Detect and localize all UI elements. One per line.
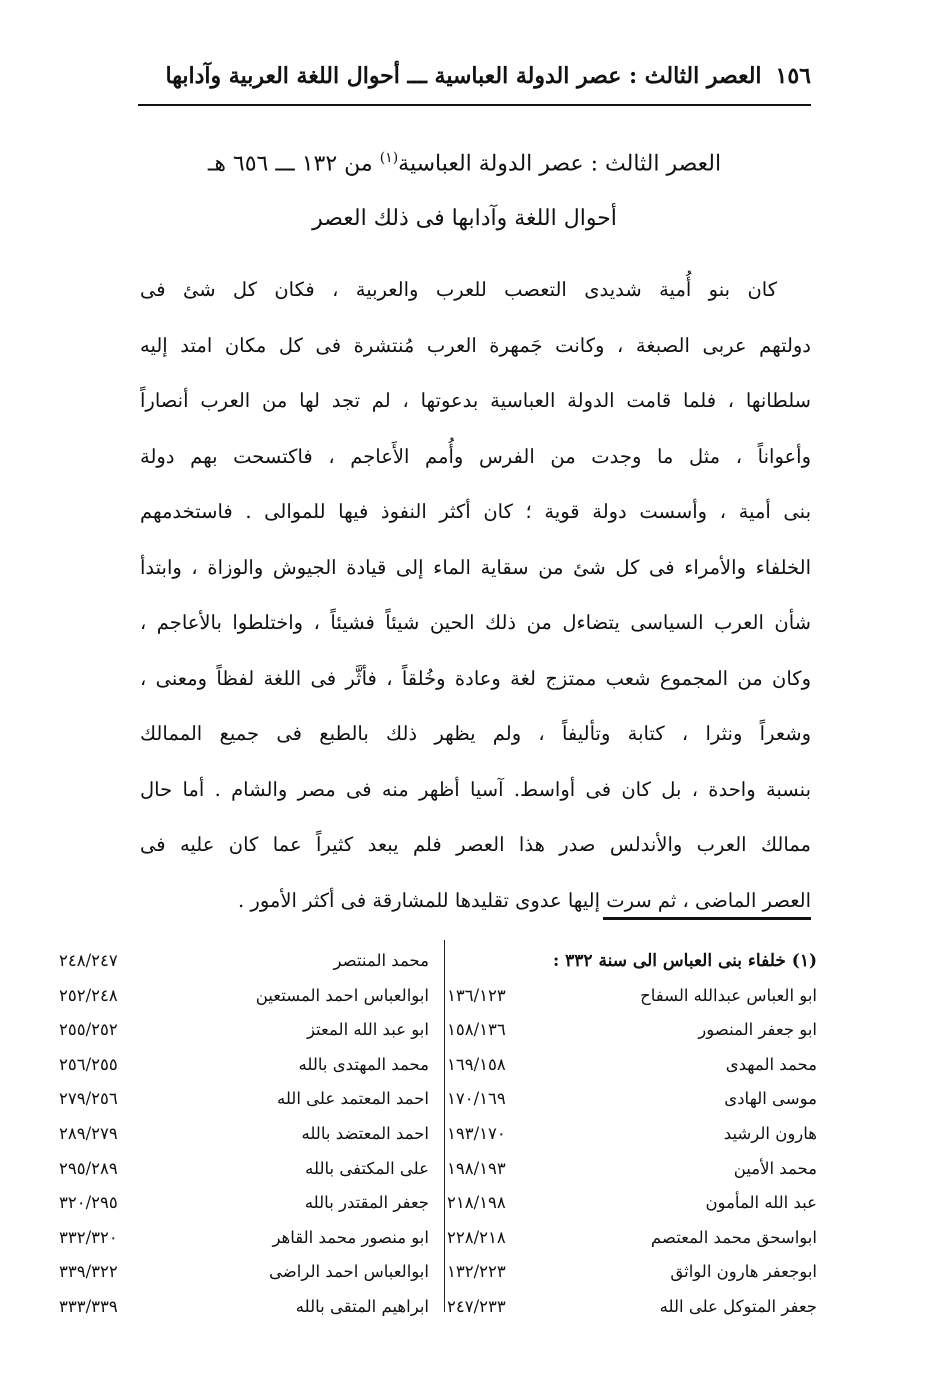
caliph-years: ٢١٨/١٩٨ [447,1193,506,1213]
caliph-entry [59,1255,429,1290]
caliph-entry [59,1013,429,1048]
caliph-entry [59,979,429,1014]
caliph-years: ٢٢٨/٢١٨ [447,1227,506,1247]
caliph-name: موسى الهادى [724,1089,817,1109]
body-paragraph [140,262,811,928]
caliph-name: محمد الأمين [733,1158,817,1178]
chapter-title [118,150,811,176]
chapter-title-main: العصر الثالث : عصر الدولة العباسية [398,151,722,177]
body-line: بنى أمية ، وأسست دولة قوية ؛ كان أكثر النفوذ فيها للموالى . فاستخدمهم [140,500,811,523]
caliph-entry [447,1082,817,1117]
caliph-name: ابوالعباس احمد الراضى [269,1262,429,1282]
caliph-entry [59,1186,429,1221]
caliph-years: ٣٣٢/٣٢٠ [59,1227,118,1247]
caliph-years: ١٣٢/٢٢٣ [447,1262,506,1282]
caliph-entry [447,1048,817,1083]
caliph-entry [447,1221,817,1256]
caliph-entry [59,1221,429,1256]
caliph-years: ٢٧٩/٢٥٦ [59,1089,118,1109]
caliph-years: ٣٣٣/٣٣٩ [59,1296,118,1316]
body-line: وشعراً ونثرا ، كتابة وتأليفاً ، ولم يظهر ذلك بالطبع فى جميع الممالك [140,722,811,745]
caliph-years: ٢٩٥/٢٨٩ [59,1158,118,1178]
body-line: بنسبة واحدة ، بل كان فى أواسط. آسيا أظهر منه فى مصر والشام . أما حال [140,777,811,801]
caliph-entry [59,944,429,979]
footnote-rule [603,917,811,920]
footnote-left-column [59,944,429,1325]
caliph-years: ٢٨٩/٢٧٩ [59,1123,118,1143]
caliph-years: ١٧٠/١٦٩ [447,1089,506,1109]
caliph-name: ابوالعباس احمد المستعين [255,985,429,1005]
chapter-title-dates: من ١٣٢ ـــ ٦٥٦ هـ [207,151,380,177]
caliph-entry [447,1013,817,1048]
caliph-years: ٢٤٧/٢٣٣ [447,1296,506,1316]
body-line: وأعواناً ، مثل ما وجدت من الفرس وأُمم الأَعاجم ، فاكتسحت بهم دولة [140,444,811,468]
body-line: العصر الماضى ، ثم سرت إليها عدوى تقليدها للمشارقة فى أكثر الأمور . [238,888,811,912]
body-line: سلطانها ، فلما قامت الدولة العباسية بدعوتها ، لم تجد لها من العرب أنصاراً [140,389,811,412]
caliph-name: هارون الرشيد [723,1123,817,1143]
caliph-years: ١٣٦/١٢٣ [447,985,506,1005]
caliph-entry [59,1117,429,1152]
caliph-entry [59,1290,429,1325]
body-line: شأن العرب السياسى يتضاءل من ذلك الحين شيئاً فشيئاً ، واختلطوا بالأعاجم ، [140,611,811,634]
running-head-text: العصر الثالث : عصر الدولة العباسية ـــ أحوال اللغة العربية وآدابها [165,63,762,89]
body-line: الخلفاء والأمراء فى كل شئ من سقاية الماء إلى قيادة الجيوش والوزاة ، وابتدأ [140,555,811,579]
caliph-years: ٣٢٠/٢٩٥ [59,1193,118,1213]
body-line: وكان من المجموع شعب ممتزج لغة وعادة وخُلقاً ، فأثَّر فى اللغة لفظاً ومعنى ، [140,666,811,690]
footnote-heading: (١) خلفاء بنى العباس الى سنة ٣٣٢ : [552,951,817,971]
caliph-name: محمد المهتدى بالله [298,1054,429,1074]
caliph-entry [447,1152,817,1187]
caliph-name: ابو العباس عبدالله السفاح [640,985,817,1005]
running-head [140,56,811,96]
caliph-name: ابو منصور محمد القاهر [272,1227,429,1247]
body-line: كان بنو أُمية شديدى التعصب للعرب والعربية ، فكان كل شئ فى [140,278,777,301]
caliph-years: ٢٥٥/٢٥٢ [59,1020,118,1040]
caliph-years: ٢٥٦/٢٥٥ [59,1054,118,1074]
caliph-entry [447,1117,817,1152]
caliph-name: محمد المنتصر [333,951,429,970]
caliph-years: ٢٥٢/٢٤٨ [59,985,118,1005]
caliph-name: ابو جعفر المنصور [698,1020,817,1040]
caliph-entry [59,1082,429,1117]
caliph-name: احمد المعتضد بالله [301,1123,429,1143]
caliph-years: ١٦٩/١٥٨ [447,1054,506,1074]
caliph-name: جعفر المتوكل على الله [659,1296,817,1316]
caliph-name: محمد المهدى [725,1054,817,1074]
footnote-column-divider [444,940,445,1312]
caliph-name: ابوجعفر هارون الواثق [670,1262,817,1282]
body-line: ممالك العرب والأندلس صدر هذا العصر فلم يبعد كثيراً عما كان عليه فى [140,833,811,856]
page-number: ١٥٦ [775,63,811,89]
caliph-entry [447,1290,817,1325]
caliph-name: عبد الله المأمون [705,1193,817,1213]
footnote-reference: (١) [379,150,399,166]
caliph-years: ١٩٨/١٩٣ [447,1158,506,1178]
header-rule [138,104,811,106]
caliph-years: ٣٣٩/٣٢٢ [59,1262,118,1282]
caliph-name: ابواسحق محمد المعتصم [650,1227,817,1247]
caliph-entry [59,1152,429,1187]
body-line: دولتهم عربى الصبغة ، وكانت جَمهرة العرب مُنتشرة فى كل مكان امتد إليه [140,333,811,357]
caliph-name: جعفر المقتدر بالله [304,1193,429,1213]
caliph-entry [59,1048,429,1083]
caliph-name: ابراهيم المتقى بالله [295,1296,429,1316]
caliph-years: ١٩٣/١٧٠ [447,1123,506,1143]
caliph-name: احمد المعتمد على الله [277,1089,429,1109]
chapter-subtitle: أحوال اللغة وآدابها فى ذلك العصر [312,206,617,231]
footnote-right-column [447,944,817,1325]
caliph-years: ١٥٨/١٣٦ [447,1020,506,1040]
caliph-entry [447,1186,817,1221]
caliph-entry [447,1255,817,1290]
caliph-entry [447,979,817,1014]
caliph-name: على المكتفى بالله [305,1158,429,1178]
caliph-name: ابو عبد الله المعتز [306,1020,429,1040]
caliph-years: ٢٤٨/٢٤٧ [59,951,118,970]
